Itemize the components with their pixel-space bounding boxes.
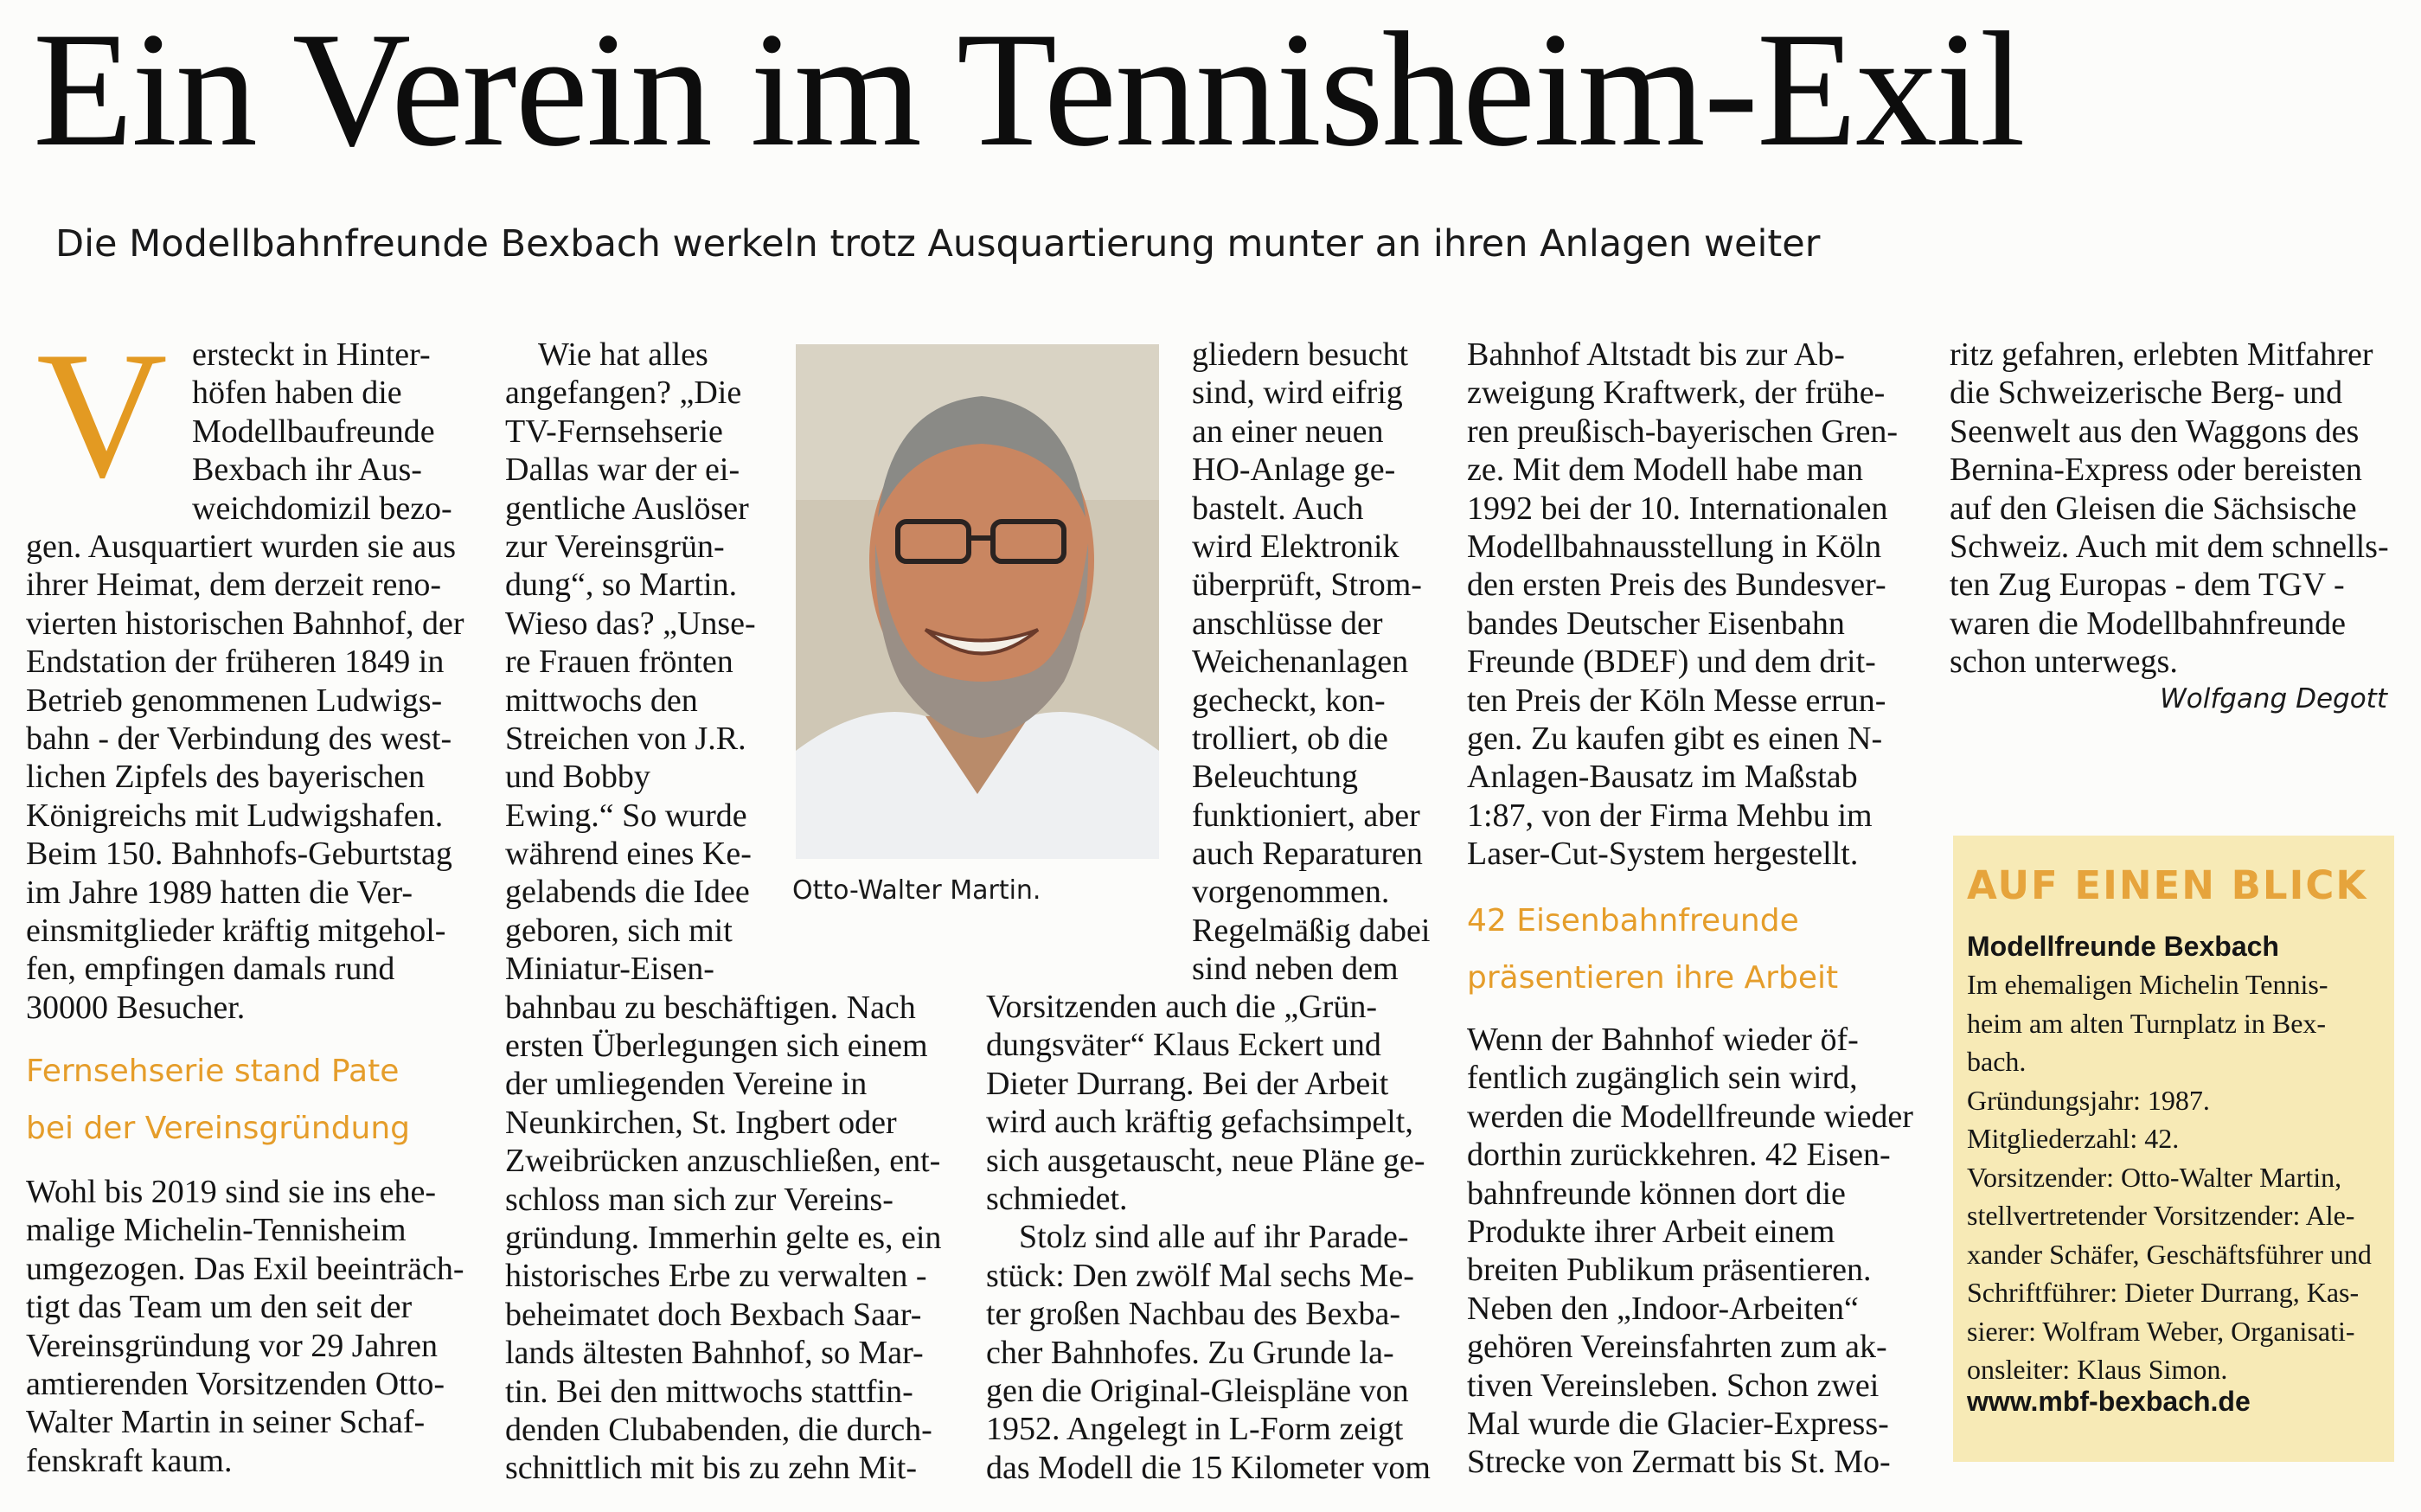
info-line: stellvertretender Vorsitzender: Ale-: [1967, 1200, 2355, 1231]
text-line: TV-Fernsehserie: [505, 413, 723, 450]
text-line: Regelmäßig dabei: [1192, 912, 1431, 949]
column-3-top: [1192, 336, 1430, 989]
text-line: Strecke von Zermatt bis St. Mo-: [1467, 1444, 1891, 1481]
text-line: anschlüsse der: [1192, 605, 1383, 642]
text-line: Vorsitzenden auch die „Grün-: [986, 989, 1377, 1025]
author-byline: Wolfgang Degott: [2160, 683, 2387, 714]
info-line: Schriftführer: Dieter Durrang, Kas-: [1967, 1277, 2360, 1308]
text-line: tiven Vereinsleben. Schon zwei: [1467, 1367, 1880, 1404]
text-line: schloss man sich zur Vereins-: [505, 1181, 893, 1218]
text-line: sich ausgetauscht, neue Pläne ge-: [986, 1142, 1425, 1179]
text-line: die Schweizerische Berg- und: [1950, 375, 2343, 412]
text-line: und Bobby: [505, 759, 650, 796]
text-line: Stolz sind alle auf ihr Parade-: [1019, 1219, 1409, 1256]
text-line: Beleuchtung: [1192, 759, 1359, 796]
text-line: mittwochs den: [505, 682, 698, 719]
text-line: Vereinsgründung vor 29 Jahren: [26, 1327, 438, 1364]
subhead-line: präsentieren ihre Arbeit: [1467, 960, 1839, 996]
info-line: xander Schäfer, Geschäftsführer und: [1967, 1238, 2372, 1270]
text-line: Produkte ihrer Arbeit einem: [1467, 1213, 1835, 1250]
text-line: Bernina-Express oder bereisten: [1950, 452, 2362, 489]
column-3-bottom: [986, 988, 1431, 1487]
text-line: während eines Ke-: [505, 836, 752, 873]
text-line: 1992 bei der 10. Internationalen: [1467, 490, 1888, 527]
text-line: ren preußisch-bayerischen Gren-: [1467, 413, 1898, 450]
text-line: geboren, sich mit: [505, 912, 733, 949]
text-line: gecheckt, kon-: [1192, 682, 1386, 719]
text-line: Freunde (BDEF) und dem drit-: [1467, 644, 1876, 681]
text-line: gliedern besucht: [1192, 336, 1409, 373]
subhead-line: bei der Vereinsgründung: [26, 1111, 411, 1146]
column-1-bottom: [26, 1173, 464, 1480]
info-line: Gründungsjahr: 1987.: [1967, 1084, 2210, 1116]
text-line: bahnbau zu beschäftigen. Nach: [505, 989, 916, 1026]
text-line: höfen haben die: [192, 375, 402, 412]
text-line: 30000 Besucher.: [26, 989, 246, 1026]
text-line: Anlagen-Bausatz im Maßstab: [1467, 759, 1858, 796]
text-line: Seenwelt aus den Waggons des: [1950, 413, 2360, 450]
column-4-bottom: [1467, 1021, 1913, 1482]
info-line: Vorsitzender: Otto-Walter Martin,: [1967, 1161, 2342, 1193]
text-line: beheimatet doch Bexbach Saar-: [505, 1296, 922, 1333]
text-line: ersten Überlegungen sich einem: [505, 1028, 928, 1065]
subhead-fernsehserie: [26, 1043, 410, 1157]
text-line: sind neben dem: [1192, 951, 1399, 988]
headline: Ein Verein im Tennisheim-Exil: [33, 0, 2024, 181]
text-line: malige Michelin-Tennisheim: [26, 1212, 407, 1249]
text-line: Modellbahnausstellung in Köln: [1467, 528, 1882, 565]
column-4-top: [1467, 336, 1898, 873]
text-line: bahn - der Verbindung des west-: [26, 720, 452, 757]
text-line: fentlich zugänglich sein wird,: [1467, 1060, 1858, 1097]
info-line: heim am alten Turnplatz in Bex-: [1967, 1007, 2327, 1039]
text-line: Streichen von J.R.: [505, 720, 746, 757]
text-line: schnittlich mit bis zu zehn Mit-: [505, 1450, 917, 1487]
text-line: Wie hat alles: [538, 336, 708, 373]
text-line: den ersten Preis des Bundesver-: [1467, 567, 1886, 604]
text-line: ersteckt in Hinter-: [192, 336, 431, 373]
text-line: tigt das Team um den seit der: [26, 1289, 413, 1326]
text-line: angefangen? „Die: [505, 375, 742, 412]
text-line: re Frauen frönten: [505, 644, 733, 681]
info-box-subtitle: Modellfreunde Bexbach: [1967, 931, 2279, 962]
text-line: Wieso das? „Unse-: [505, 605, 756, 642]
text-line: schon unterwegs.: [1950, 644, 2178, 681]
info-line: Im ehemaligen Michelin Tennis-: [1967, 969, 2328, 1000]
photo-caption: Otto-Walter Martin.: [792, 875, 1041, 906]
text-line: Dieter Durrang. Bei der Arbeit: [986, 1065, 1389, 1102]
text-line: dungsväter“ Klaus Eckert und: [986, 1027, 1381, 1064]
text-line: ritz gefahren, erlebten Mitfahrer: [1950, 336, 2373, 373]
text-line: waren die Modellbahnfreunde: [1950, 605, 2346, 642]
text-line: Miniatur-Eisen-: [505, 951, 714, 988]
text-line: Wenn der Bahnhof wieder öf-: [1467, 1022, 1859, 1058]
text-line: Dallas war der ei-: [505, 452, 740, 489]
text-line: werden die Modellfreunde wieder: [1467, 1098, 1913, 1135]
info-box-body: [1967, 965, 2372, 1389]
text-line: der umliegenden Vereine in: [505, 1066, 868, 1103]
text-line: ter großen Nachbau des Bexba-: [986, 1296, 1401, 1333]
text-line: Weichenanlagen: [1192, 644, 1409, 681]
text-line: überprüft, Strom-: [1192, 567, 1422, 604]
text-line: zweigung Kraftwerk, der frühe-: [1467, 375, 1886, 412]
text-line: Beim 150. Bahnhofs-Geburtstag: [26, 836, 452, 873]
text-line: bahnfreunde können dort die: [1467, 1175, 1846, 1212]
text-line: auf den Gleisen die Sächsische: [1950, 490, 2357, 527]
text-line: 1952. Angelegt in L-Form zeigt: [986, 1411, 1404, 1448]
text-line: Wohl bis 2019 sind sie ins ehe-: [26, 1174, 437, 1210]
column-1-body: [26, 528, 464, 1027]
text-line: fenskraft kaum.: [26, 1442, 233, 1479]
info-box-title: AUF EINEN BLICK: [1967, 862, 2368, 908]
text-line: Neunkirchen, St. Ingbert oder: [505, 1104, 897, 1141]
info-box: [1953, 836, 2394, 1462]
text-line: im Jahre 1989 hatten die Ver-: [26, 874, 413, 911]
column-5: [1950, 336, 2389, 682]
text-line: Zweibrücken anzuschließen, ent-: [505, 1143, 941, 1180]
text-line: an einer neuen: [1192, 413, 1384, 450]
text-line: dorthin zurückkehren. 42 Eisen-: [1467, 1137, 1891, 1174]
text-line: gründung. Immerhin gelte es, ein: [505, 1219, 942, 1256]
text-line: bandes Deutscher Eisenbahn: [1467, 605, 1845, 642]
text-line: Ewing.“ So wurde: [505, 797, 747, 834]
info-line: onsleiter: Klaus Simon.: [1967, 1354, 2228, 1385]
text-line: historisches Erbe zu verwalten -: [505, 1258, 927, 1295]
text-line: 1:87, von der Firma Mehbu im: [1467, 797, 1873, 834]
text-line: bastelt. Auch: [1192, 490, 1364, 527]
subhead-line: Fernsehserie stand Pate: [26, 1054, 400, 1089]
text-line: Neben den „Indoor-Arbeiten“: [1467, 1290, 1859, 1327]
text-line: denden Clubabenden, die durch-: [505, 1411, 932, 1448]
info-line: bach.: [1967, 1046, 2027, 1077]
text-line: stück: Den zwölf Mal sechs Me-: [986, 1257, 1414, 1294]
text-line: fen, empfingen damals rund: [26, 951, 395, 988]
text-line: einsmitglieder kräftig mitgehol-: [26, 912, 446, 949]
text-line: gentliche Auslöser: [505, 490, 749, 527]
subheadline: Die Modellbahnfreunde Bexbach werkeln trotz Ausquartierung munter an ihren Anlagen weiter: [55, 222, 1821, 266]
text-line: das Modell die 15 Kilometer vom: [986, 1449, 1431, 1486]
text-line: vorgenommen.: [1192, 874, 1390, 911]
text-line: HO-Anlage ge-: [1192, 452, 1396, 489]
text-line: Bahnhof Altstadt bis zur Ab-: [1467, 336, 1845, 373]
subhead-eisenbahnfreunde: [1467, 893, 1838, 1007]
text-line: Mal wurde die Glacier-Express-: [1467, 1405, 1889, 1442]
text-line: vierten historischen Bahnhof, der: [26, 605, 464, 642]
info-line: Mitgliederzahl: 42.: [1967, 1123, 2180, 1154]
column-1-intro: [192, 336, 452, 528]
text-line: gelabends die Idee: [505, 874, 750, 911]
text-line: gehören Vereinsfahrten zum ak-: [1467, 1329, 1887, 1366]
portrait-illustration: [796, 344, 1159, 859]
text-line: cher Bahnhofes. Zu Grunde la-: [986, 1334, 1394, 1371]
dropcap: V: [36, 315, 168, 516]
text-line: funktioniert, aber: [1192, 797, 1420, 834]
text-line: weichdomizil bezo-: [192, 490, 452, 527]
info-line: sierer: Wolfram Weber, Organisati-: [1967, 1315, 2355, 1347]
text-line: wird Elektronik: [1192, 528, 1399, 565]
text-line: ze. Mit dem Modell habe man: [1467, 452, 1863, 489]
text-line: amtierenden Vorsitzenden Otto-: [26, 1365, 445, 1402]
subhead-line: 42 Eisenbahnfreunde: [1467, 903, 1799, 939]
text-line: ihrer Heimat, dem derzeit reno-: [26, 567, 442, 604]
text-line: Walter Martin in seiner Schaf-: [26, 1404, 426, 1441]
text-line: tin. Bei den mittwochs stattfin-: [505, 1373, 913, 1410]
text-line: gen die Original-Gleispläne von: [986, 1372, 1409, 1409]
text-line: Endstation der früheren 1849 in: [26, 644, 445, 681]
text-line: Modellbaufreunde: [192, 413, 435, 450]
text-line: umgezogen. Das Exil beeinträch-: [26, 1250, 464, 1287]
text-line: wird auch kräftig gefachsimpelt,: [986, 1104, 1413, 1141]
text-line: Laser-Cut-System hergestellt.: [1467, 836, 1859, 873]
text-line: gen. Ausquartiert wurden sie aus: [26, 529, 457, 565]
website-link[interactable]: www.mbf-bexbach.de: [1967, 1386, 2251, 1417]
text-line: breiten Publikum präsentieren.: [1467, 1252, 1872, 1289]
text-line: Königreichs mit Ludwigshafen.: [26, 797, 444, 834]
text-line: Betrieb genommenen Ludwigs-: [26, 682, 443, 719]
text-line: auch Reparaturen: [1192, 836, 1423, 873]
text-line: ten Zug Europas - dem TGV -: [1950, 567, 2345, 604]
text-line: Schweiz. Auch mit dem schnells-: [1950, 528, 2389, 565]
text-line: zur Vereinsgrün-: [505, 528, 725, 565]
portrait-photo: [796, 344, 1159, 859]
text-line: trolliert, ob die: [1192, 720, 1388, 757]
text-line: dung“, so Martin.: [505, 567, 738, 604]
text-line: gen. Zu kaufen gibt es einen N-: [1467, 720, 1883, 757]
text-line: schmiedet.: [986, 1180, 1128, 1217]
text-line: Bexbach ihr Aus-: [192, 452, 422, 489]
text-line: ten Preis der Köln Messe errun-: [1467, 682, 1886, 719]
text-line: lichen Zipfels des bayerischen: [26, 759, 426, 796]
text-line: sind, wird eifrig: [1192, 375, 1403, 412]
text-line: lands ältesten Bahnhof, so Mar-: [505, 1335, 924, 1372]
